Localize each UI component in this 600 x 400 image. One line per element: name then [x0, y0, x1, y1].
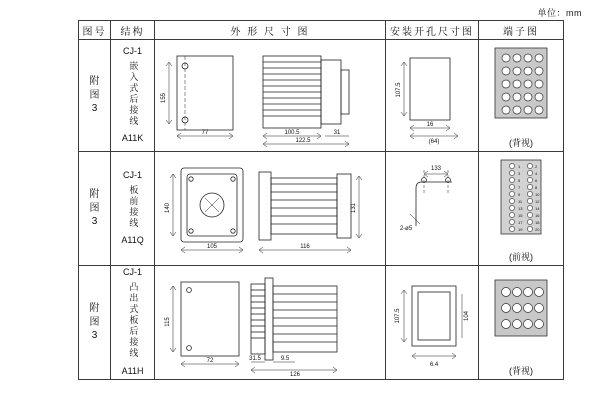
row1-dim-155: 155: [160, 92, 167, 104]
row1-struct-type: 嵌入式后接线: [128, 60, 139, 127]
svg-text:2: 2: [534, 164, 538, 169]
row1-mount-64: (64): [428, 139, 440, 145]
row2-dim-105: 105: [206, 244, 217, 250]
row3-struct-model: CJ-1: [123, 267, 143, 278]
row3-mount-107-5: 107.5: [394, 308, 401, 324]
svg-text:17: 17: [517, 220, 523, 225]
row1-mount-16: 16: [426, 122, 434, 128]
row3-terminal-caption: (背视): [508, 366, 533, 376]
row3-dim-31-5: 31.5: [249, 356, 261, 362]
svg-text:10: 10: [534, 192, 540, 197]
row1-figure-number: [79, 40, 111, 152]
row2-struct-code: A11Q: [121, 235, 144, 246]
row2-num-top: 附: [89, 189, 100, 201]
svg-text:8: 8: [534, 185, 538, 190]
row2-dim-131: 131: [350, 202, 357, 214]
row1-dim-31: 31: [333, 130, 341, 136]
svg-text:9: 9: [517, 192, 521, 197]
row2-struct-type: 板前接线: [128, 184, 139, 229]
row3-struct-type: 凸出式板后接线: [128, 282, 139, 360]
table-row: [79, 266, 564, 380]
svg-text:11: 11: [517, 199, 523, 204]
row3-mount-6-4: 6.4: [429, 362, 439, 368]
row2-structure: [111, 152, 155, 266]
row1-num-top: 附: [89, 76, 100, 88]
row3-num-mid: 图: [89, 316, 100, 328]
row3-mount-104: 104: [463, 310, 470, 322]
table-row: [79, 152, 564, 266]
svg-text:1: 1: [517, 164, 521, 169]
row3-terminal-diagram: [478, 266, 563, 380]
svg-text:7: 7: [517, 185, 521, 190]
row1-dim-77: 77: [201, 130, 209, 136]
row3-num-top: 附: [89, 303, 100, 315]
row1-dim-122-5: 122.5: [295, 138, 311, 144]
svg-text:5: 5: [517, 178, 521, 183]
row3-num-bot: 3: [91, 330, 98, 342]
svg-text:14: 14: [534, 206, 540, 211]
row1-outline-drawing: [154, 40, 385, 152]
row3-mounting-drawing: [385, 266, 478, 380]
row2-mounting-drawing: [385, 152, 478, 266]
row1-num-mid: 图: [89, 89, 100, 101]
row1-struct-code: A11K: [121, 133, 144, 144]
row2-mount-hole: 2-ø5: [399, 226, 413, 232]
row1-struct-model: CJ-1: [123, 45, 143, 56]
row3-dim-9-5: 9.5: [280, 356, 290, 362]
table-row: [79, 40, 564, 152]
row1-terminal-caption: (背视): [508, 138, 533, 148]
row3-struct-code: A11H: [121, 365, 144, 376]
row1-mount-107-5: 107.5: [395, 82, 402, 98]
row3-structure: [111, 266, 155, 380]
row1-dim-100-5: 100.5: [284, 130, 300, 136]
table-header-row: [79, 21, 564, 40]
row3-dim-126: 126: [289, 372, 300, 378]
svg-text:20: 20: [534, 227, 540, 232]
header-structure: 结构: [111, 21, 155, 40]
row3-outline-drawing: [154, 266, 385, 380]
svg-text:4: 4: [534, 171, 538, 176]
row3-dim-72: 72: [206, 358, 214, 364]
header-outline-dimensions: 外 形 尺 寸 图: [154, 21, 385, 40]
row2-dim-140: 140: [164, 202, 171, 214]
svg-text:12: 12: [534, 199, 540, 204]
row2-terminal-caption: (前视): [508, 252, 533, 262]
row2-figure-number: [79, 152, 111, 266]
unit-note: 单位：mm: [537, 8, 582, 18]
row3-figure-number: [79, 266, 111, 380]
row1-mounting-drawing: [385, 40, 478, 152]
svg-text:16: 16: [534, 213, 540, 218]
spec-table: [78, 20, 564, 380]
svg-text:13: 13: [517, 206, 523, 211]
row2-terminal-diagram: [478, 152, 563, 266]
row1-structure: [111, 40, 155, 152]
header-mounting-holes: 安装开孔尺寸图: [385, 21, 478, 40]
row2-num-mid: 图: [89, 202, 100, 214]
row2-num-bot: 3: [91, 216, 98, 228]
header-figure-number: 图号: [79, 21, 111, 40]
svg-text:19: 19: [517, 227, 523, 232]
row2-mount-133: 133: [430, 166, 441, 172]
row3-dim-115: 115: [164, 317, 171, 327]
row2-struct-model: CJ-1: [123, 169, 143, 180]
row1-num-bot: 3: [91, 103, 98, 115]
row1-terminal-diagram: [478, 40, 563, 152]
row2-dim-116: 116: [300, 244, 310, 250]
svg-text:6: 6: [534, 178, 538, 183]
svg-text:15: 15: [517, 213, 523, 218]
header-terminal-diagram: 端子图: [478, 21, 563, 40]
svg-text:18: 18: [534, 220, 540, 225]
svg-text:3: 3: [517, 171, 521, 176]
row2-outline-drawing: [154, 152, 385, 266]
